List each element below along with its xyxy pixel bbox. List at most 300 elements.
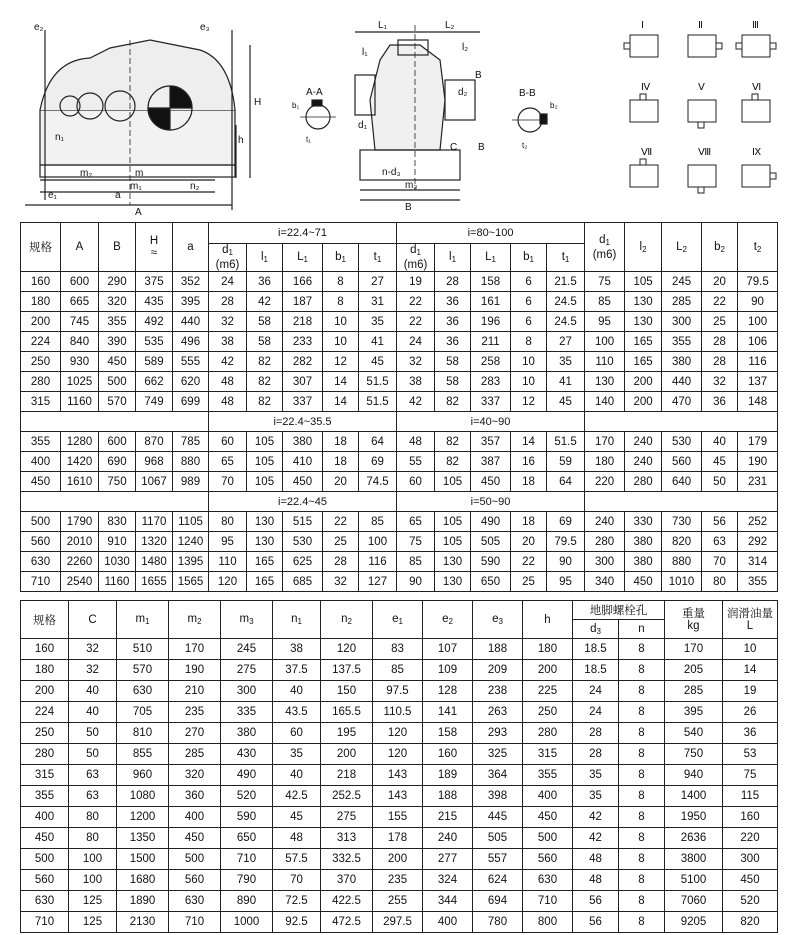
t1-g2-cell: 1420 xyxy=(61,452,99,472)
t1-g1-cell: 51.5 xyxy=(359,392,397,412)
t1-g1-cell: 22 xyxy=(397,292,435,312)
t2-cell: 160 xyxy=(723,807,778,828)
t1-g1-cell: 283 xyxy=(471,372,511,392)
t1-g1-cell: 224 xyxy=(21,332,61,352)
t1-g1-cell: 140 xyxy=(585,392,625,412)
dimensions-table-2 xyxy=(20,600,778,933)
t2-cell: 209 xyxy=(473,660,523,681)
t2-cell: 472.5 xyxy=(321,912,373,933)
t1-g3-cell: 130 xyxy=(247,512,283,532)
t1-g1-cell: 21.5 xyxy=(547,272,585,292)
t2-cell: 8 xyxy=(619,807,665,828)
t1-g3-cell: 95 xyxy=(209,532,247,552)
type-label-4: Ⅳ xyxy=(641,82,651,93)
t2-cell: 109 xyxy=(423,660,473,681)
t1-g3-cell: 32 xyxy=(323,572,359,592)
t1-g3-row xyxy=(21,552,778,572)
t2-cell: 37.5 xyxy=(273,660,321,681)
t1-g1-cell: 380 xyxy=(662,352,702,372)
t1-g1-cell: 280 xyxy=(21,372,61,392)
t1-g3-cell: 625 xyxy=(283,552,323,572)
t1-g1-cell: 570 xyxy=(99,392,136,412)
t1-g2-cell: 240 xyxy=(625,432,662,452)
t1-g3-cell: 1030 xyxy=(99,552,136,572)
label-b2: b₂ xyxy=(550,101,558,110)
t2-cell: 19 xyxy=(723,681,778,702)
label-e1: e₁ xyxy=(48,190,57,201)
t2-cell: 710 xyxy=(21,912,69,933)
t1-g1-cell: 258 xyxy=(471,352,511,372)
t1-range-right-1: i=80~100 xyxy=(397,223,585,244)
t1-g2-cell: 55 xyxy=(397,452,435,472)
t1-g1-cell: 48 xyxy=(209,372,247,392)
t2-cell: 277 xyxy=(423,849,473,870)
t2-cell: 42 xyxy=(573,828,619,849)
t1-g1-cell: 245 xyxy=(662,272,702,292)
t1-g2-cell: 880 xyxy=(173,452,209,472)
dimensions-table-1 xyxy=(20,222,778,592)
t1-g1-cell: 137 xyxy=(738,372,778,392)
t2-cell: 158 xyxy=(423,723,473,744)
t2-cell: 205 xyxy=(665,660,723,681)
t1-g1-cell: 42 xyxy=(209,352,247,372)
t2-cell: 8 xyxy=(619,639,665,660)
t2-cell: 1890 xyxy=(117,891,169,912)
t2-cell: 8 xyxy=(619,765,665,786)
t1-g1-cell: 315 xyxy=(21,392,61,412)
t2-cell: 255 xyxy=(373,891,423,912)
t2-cell: 360 xyxy=(169,786,221,807)
t2-cell: 800 xyxy=(523,912,573,933)
t2-cell: 2130 xyxy=(117,912,169,933)
t1-g2-cell: 240 xyxy=(625,452,662,472)
label-H: H xyxy=(254,97,262,108)
t2-header-n: n xyxy=(619,620,665,639)
t1-g1-cell: 24.5 xyxy=(547,292,585,312)
t2-cell: 705 xyxy=(117,702,169,723)
t1-g2-cell: 450 xyxy=(471,472,511,492)
t2-cell: 8 xyxy=(619,681,665,702)
label-B-top: B xyxy=(475,70,482,81)
t1-g2-cell: 48 xyxy=(397,432,435,452)
t1-g1-row xyxy=(21,292,778,312)
label-t1: t₁ xyxy=(306,135,311,144)
t1-g3-cell: 252 xyxy=(738,512,778,532)
t1-header-d1-b: $d_1$ (m6) xyxy=(397,244,435,272)
t2-cell: 8 xyxy=(619,891,665,912)
t1-g2-cell: 357 xyxy=(471,432,511,452)
t2-cell: 520 xyxy=(723,891,778,912)
t2-cell: 8 xyxy=(619,744,665,765)
t1-g3-cell: 22 xyxy=(511,552,547,572)
t1-g2-cell: 785 xyxy=(173,432,209,452)
t1-g3-row xyxy=(21,572,778,592)
t1-g1-cell: 745 xyxy=(61,312,99,332)
label-n-d3: n-d₃ xyxy=(382,167,401,178)
t2-cell: 188 xyxy=(423,786,473,807)
t1-g2-row xyxy=(21,452,778,472)
t1-g3-cell: 65 xyxy=(397,512,435,532)
label-m3: m₃ xyxy=(405,180,418,191)
t2-header-e1: $e_1$ xyxy=(373,601,423,639)
t2-cell: 100 xyxy=(69,870,117,891)
type-label-5: Ⅴ xyxy=(698,82,705,93)
t2-header-oil: 润滑油量 L xyxy=(723,601,778,639)
t1-g1-row xyxy=(21,352,778,372)
t1-g2-row xyxy=(21,472,778,492)
t1-g3-cell: 70 xyxy=(702,552,738,572)
t2-cell: 97.5 xyxy=(373,681,423,702)
t1-g3-cell: 730 xyxy=(662,512,702,532)
t1-g3-cell: 56 xyxy=(702,512,738,532)
t2-cell: 48 xyxy=(273,828,321,849)
t2-cell: 224 xyxy=(21,702,69,723)
t2-cell: 137.5 xyxy=(321,660,373,681)
t2-cell: 80 xyxy=(69,828,117,849)
t2-cell: 1000 xyxy=(221,912,273,933)
t1-g3-cell: 560 xyxy=(21,532,61,552)
t1-g1-cell: 282 xyxy=(283,352,323,372)
t2-cell: 1080 xyxy=(117,786,169,807)
t1-g2-cell: 64 xyxy=(359,432,397,452)
t1-g1-cell: 58 xyxy=(435,372,471,392)
type-label-2: Ⅱ xyxy=(698,20,703,31)
t2-cell: 500 xyxy=(21,849,69,870)
t2-cell: 125 xyxy=(69,891,117,912)
t1-g3-cell: 515 xyxy=(283,512,323,532)
t1-g1-cell: 440 xyxy=(173,312,209,332)
t1-g2-cell: 380 xyxy=(283,432,323,452)
t1-g3-cell: 292 xyxy=(738,532,778,552)
t1-header-t1-b: $t_1$ xyxy=(547,244,585,272)
t2-cell: 430 xyxy=(221,744,273,765)
t2-cell: 14 xyxy=(723,660,778,681)
t2-cell: 35 xyxy=(573,765,619,786)
t1-g3-cell: 630 xyxy=(21,552,61,572)
t1-g1-cell: 116 xyxy=(738,352,778,372)
t2-cell: 252.5 xyxy=(321,786,373,807)
t2-cell: 245 xyxy=(221,639,273,660)
t2-cell: 48 xyxy=(573,870,619,891)
t1-g2-cell: 180 xyxy=(585,452,625,472)
t1-g1-cell: 395 xyxy=(173,292,209,312)
t2-cell: 313 xyxy=(321,828,373,849)
t2-cell: 235 xyxy=(169,702,221,723)
t2-cell: 344 xyxy=(423,891,473,912)
t2-cell: 190 xyxy=(169,660,221,681)
t1-g1-cell: 79.5 xyxy=(738,272,778,292)
t2-cell: 332.5 xyxy=(321,849,373,870)
t1-g2-cell: 750 xyxy=(99,472,136,492)
t1-g2-cell: 220 xyxy=(585,472,625,492)
t2-cell: 8 xyxy=(619,660,665,681)
t1-g1-cell: 307 xyxy=(283,372,323,392)
label-n2: n₂ xyxy=(190,181,200,192)
t1-g1-cell: 82 xyxy=(435,392,471,412)
t1-g1-cell: 165 xyxy=(625,332,662,352)
t2-header-h: h xyxy=(523,601,573,639)
t2-row xyxy=(21,639,778,660)
t1-g3-cell: 2540 xyxy=(61,572,99,592)
t1-g1-cell: 290 xyxy=(99,272,136,292)
t2-cell: 540 xyxy=(665,723,723,744)
t2-cell: 43.5 xyxy=(273,702,321,723)
t2-cell: 297.5 xyxy=(373,912,423,933)
type-label-8: Ⅷ xyxy=(698,147,712,158)
t2-cell: 505 xyxy=(473,828,523,849)
t1-g1-cell: 27 xyxy=(359,272,397,292)
t2-cell: 490 xyxy=(221,765,273,786)
t1-g1-cell: 75 xyxy=(585,272,625,292)
t1-g1-cell: 187 xyxy=(283,292,323,312)
t2-cell: 57.5 xyxy=(273,849,321,870)
t2-cell: 100 xyxy=(69,849,117,870)
t2-cell: 8 xyxy=(619,870,665,891)
t2-cell: 510 xyxy=(117,639,169,660)
t1-g2-cell: 105 xyxy=(247,432,283,452)
t1-header-L1-b: $L_1$ xyxy=(471,244,511,272)
t2-cell: 36 xyxy=(723,723,778,744)
section-bb-drawing xyxy=(512,108,548,132)
t2-header-n2: $n_2$ xyxy=(321,601,373,639)
t1-g1-cell: 42 xyxy=(397,392,435,412)
t1-g1-cell: 24 xyxy=(209,272,247,292)
t1-g2-cell: 64 xyxy=(547,472,585,492)
t2-cell: 710 xyxy=(523,891,573,912)
t1-g1-cell: 35 xyxy=(359,312,397,332)
t2-cell: 120 xyxy=(373,723,423,744)
t2-cell: 10 xyxy=(723,639,778,660)
t2-cell: 40 xyxy=(69,702,117,723)
t2-cell: 500 xyxy=(169,849,221,870)
t2-cell: 315 xyxy=(21,765,69,786)
t1-g1-cell: 10 xyxy=(511,352,547,372)
label-m2: m₂ xyxy=(80,168,93,179)
t1-g1-cell: 699 xyxy=(173,392,209,412)
t2-cell: 710 xyxy=(169,912,221,933)
t2-cell: 165.5 xyxy=(321,702,373,723)
t2-header-e3: $e_3$ xyxy=(473,601,523,639)
t1-g3-cell: 22 xyxy=(323,512,359,532)
t1-g1-cell: 390 xyxy=(99,332,136,352)
t2-cell: 422.5 xyxy=(321,891,373,912)
t2-cell: 125 xyxy=(69,912,117,933)
t2-cell: 380 xyxy=(221,723,273,744)
label-d2: d₂ xyxy=(458,87,468,98)
t2-cell: 200 xyxy=(523,660,573,681)
t1-g1-row xyxy=(21,272,778,292)
t2-header-m3: $m_3$ xyxy=(221,601,273,639)
t1-g1-cell: 110 xyxy=(585,352,625,372)
t1-g3-cell: 330 xyxy=(625,512,662,532)
t1-g3-cell: 685 xyxy=(283,572,323,592)
t1-g3-cell: 79.5 xyxy=(547,532,585,552)
t2-cell: 218 xyxy=(321,765,373,786)
t1-header-a: a xyxy=(173,223,209,272)
t1-header-t2: $t_2$ xyxy=(738,223,778,272)
t1-g1-cell: 35 xyxy=(547,352,585,372)
t1-g2-cell: 968 xyxy=(136,452,173,472)
t1-g1-cell: 166 xyxy=(283,272,323,292)
t1-range-row-2 xyxy=(21,412,778,432)
t2-cell: 28 xyxy=(573,744,619,765)
t1-g1-cell: 28 xyxy=(209,292,247,312)
t1-g3-cell: 1010 xyxy=(662,572,702,592)
t1-g1-cell: 148 xyxy=(738,392,778,412)
t2-cell: 370 xyxy=(321,870,373,891)
t2-cell: 293 xyxy=(473,723,523,744)
t2-cell: 189 xyxy=(423,765,473,786)
t1-g1-cell: 1025 xyxy=(61,372,99,392)
t1-g3-cell: 2260 xyxy=(61,552,99,572)
t1-g2-cell: 50 xyxy=(702,472,738,492)
t1-g2-cell: 65 xyxy=(209,452,247,472)
t2-header-C: C xyxy=(69,601,117,639)
t2-cell: 280 xyxy=(21,744,69,765)
t1-g1-cell: 8 xyxy=(323,292,359,312)
t2-cell: 143 xyxy=(373,786,423,807)
t2-cell: 110.5 xyxy=(373,702,423,723)
t1-header-L2: $L_2$ xyxy=(662,223,702,272)
t1-g1-cell: 620 xyxy=(173,372,209,392)
label-L2: L₂ xyxy=(445,20,455,31)
t1-g1-cell: 28 xyxy=(435,272,471,292)
t1-g1-cell: 250 xyxy=(21,352,61,372)
t1-g2-cell: 82 xyxy=(435,432,471,452)
t2-cell: 160 xyxy=(21,639,69,660)
t1-g2-cell: 51.5 xyxy=(547,432,585,452)
t1-range-right-3: i=50~90 xyxy=(397,492,585,512)
t2-cell: 85 xyxy=(373,660,423,681)
t2-cell: 107 xyxy=(423,639,473,660)
t1-g1-cell: 38 xyxy=(209,332,247,352)
t1-g1-cell: 51.5 xyxy=(359,372,397,392)
t2-cell: 324 xyxy=(423,870,473,891)
t2-cell: 150 xyxy=(321,681,373,702)
t1-g1-cell: 31 xyxy=(359,292,397,312)
t2-cell: 630 xyxy=(21,891,69,912)
t1-g1-cell: 28 xyxy=(702,352,738,372)
t1-g1-cell: 85 xyxy=(585,292,625,312)
t2-cell: 270 xyxy=(169,723,221,744)
t2-cell: 170 xyxy=(665,639,723,660)
t2-cell: 18.5 xyxy=(573,660,619,681)
t2-cell: 56 xyxy=(573,891,619,912)
t1-g2-cell: 105 xyxy=(247,452,283,472)
section-bb-label: B-B xyxy=(519,88,536,99)
t1-g1-cell: 14 xyxy=(323,372,359,392)
label-b1: b₁ xyxy=(292,101,300,110)
t2-cell: 250 xyxy=(21,723,69,744)
t2-cell: 40 xyxy=(273,765,321,786)
t1-g2-cell: 190 xyxy=(738,452,778,472)
t1-g1-cell: 589 xyxy=(136,352,173,372)
t1-header-l1: $l_1$ xyxy=(247,244,283,272)
t1-g1-row xyxy=(21,372,778,392)
t1-g1-cell: 32 xyxy=(397,352,435,372)
t1-header-spec: 规格 xyxy=(21,223,61,272)
t1-g3-cell: 18 xyxy=(511,512,547,532)
t2-cell: 32 xyxy=(69,639,117,660)
t2-cell: 215 xyxy=(423,807,473,828)
t1-g1-cell: 12 xyxy=(511,392,547,412)
t1-g2-cell: 410 xyxy=(283,452,323,472)
t1-g1-cell: 470 xyxy=(662,392,702,412)
t1-g2-cell: 18 xyxy=(323,432,359,452)
t1-g2-cell: 82 xyxy=(435,452,471,472)
t1-g1-cell: 492 xyxy=(136,312,173,332)
t1-g1-cell: 165 xyxy=(625,352,662,372)
t1-g3-cell: 165 xyxy=(247,572,283,592)
t2-cell: 160 xyxy=(423,744,473,765)
t1-g3-cell: 450 xyxy=(625,572,662,592)
t2-cell: 35 xyxy=(273,744,321,765)
t1-g1-cell: 555 xyxy=(173,352,209,372)
t1-g3-cell: 1105 xyxy=(173,512,209,532)
t1-g1-cell: 500 xyxy=(99,372,136,392)
t2-cell: 238 xyxy=(473,681,523,702)
t1-g1-row xyxy=(21,392,778,412)
t1-range-left-3: i=22.4~45 xyxy=(209,492,397,512)
t2-cell: 8 xyxy=(619,702,665,723)
t1-g1-cell: 58 xyxy=(435,352,471,372)
t1-g1-cell: 218 xyxy=(283,312,323,332)
t1-g3-cell: 910 xyxy=(99,532,136,552)
t1-g2-cell: 280 xyxy=(625,472,662,492)
t1-g3-cell: 165 xyxy=(247,552,283,572)
t1-g3-cell: 105 xyxy=(435,512,471,532)
t2-cell: 80 xyxy=(69,807,117,828)
t1-g1-cell: 211 xyxy=(471,332,511,352)
t1-g2-cell: 105 xyxy=(435,472,471,492)
label-B-bottom: B xyxy=(405,202,412,213)
t1-g3-cell: 380 xyxy=(625,552,662,572)
t1-g3-cell: 1790 xyxy=(61,512,99,532)
t1-g3-cell: 75 xyxy=(397,532,435,552)
t1-g2-cell: 1280 xyxy=(61,432,99,452)
t2-cell: 40 xyxy=(273,681,321,702)
t1-g1-cell: 320 xyxy=(99,292,136,312)
t1-g1-cell: 58 xyxy=(247,312,283,332)
t2-cell: 1680 xyxy=(117,870,169,891)
t2-cell: 56 xyxy=(573,912,619,933)
t2-cell: 42.5 xyxy=(273,786,321,807)
t2-cell: 141 xyxy=(423,702,473,723)
label-e3: e₃ xyxy=(200,22,210,33)
t2-row xyxy=(21,828,778,849)
type-label-3: Ⅲ xyxy=(752,20,759,31)
t2-cell: 180 xyxy=(21,660,69,681)
t2-cell: 400 xyxy=(21,807,69,828)
t1-g1-cell: 8 xyxy=(511,332,547,352)
t1-range-spacer xyxy=(585,412,778,432)
t2-cell: 200 xyxy=(321,744,373,765)
t1-g3-cell: 530 xyxy=(283,532,323,552)
t2-cell: 450 xyxy=(523,807,573,828)
label-e2: e₂ xyxy=(34,22,44,33)
t2-cell: 890 xyxy=(221,891,273,912)
t2-cell: 285 xyxy=(665,681,723,702)
t1-g2-cell: 355 xyxy=(21,432,61,452)
t1-g1-cell: 196 xyxy=(471,312,511,332)
t1-g3-cell: 1655 xyxy=(136,572,173,592)
t2-cell: 624 xyxy=(473,870,523,891)
t1-g2-cell: 16 xyxy=(511,452,547,472)
t1-g1-cell: 10 xyxy=(323,312,359,332)
t2-cell: 398 xyxy=(473,786,523,807)
t2-cell: 250 xyxy=(523,702,573,723)
t1-header-t1: $t_1$ xyxy=(359,244,397,272)
